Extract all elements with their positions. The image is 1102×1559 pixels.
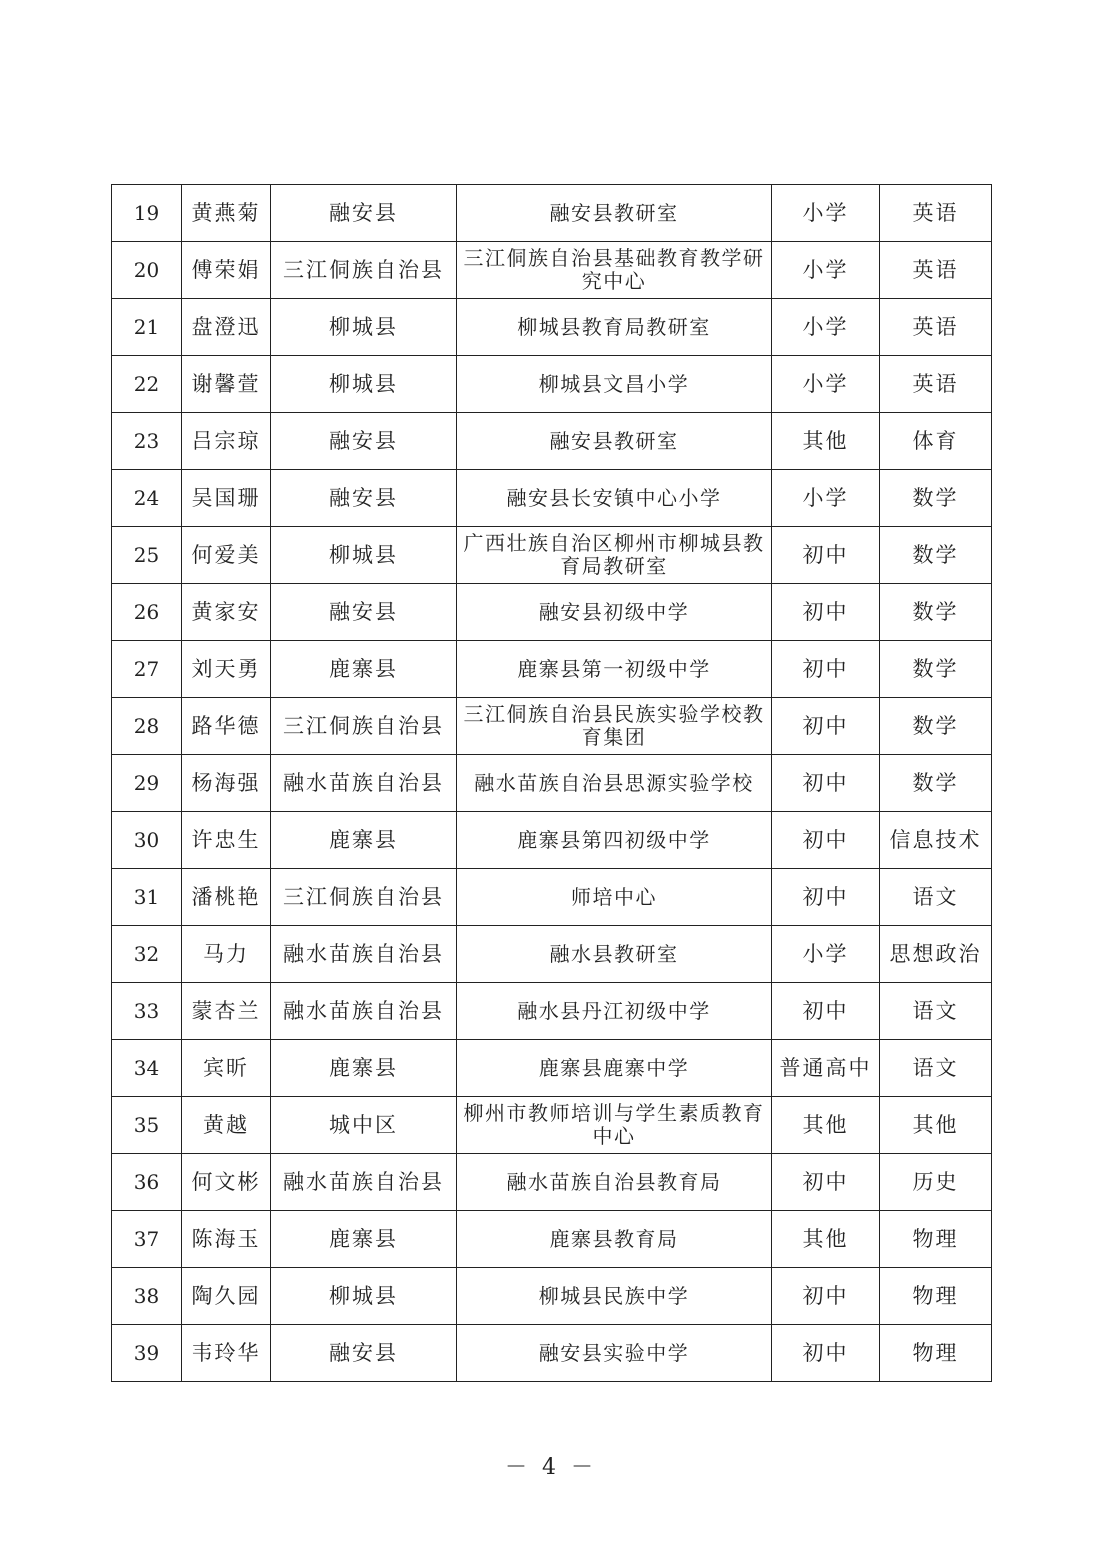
work-unit-cell: 融水县教研室	[457, 926, 772, 983]
person-name-cell: 陶久园	[182, 1268, 271, 1325]
school-level-cell: 小学	[772, 185, 880, 242]
row-number-cell: 25	[112, 527, 182, 584]
subject-cell: 语文	[880, 1040, 992, 1097]
person-name-cell: 韦玲华	[182, 1325, 271, 1382]
county-cell: 三江侗族自治县	[271, 698, 457, 755]
table-row	[112, 698, 992, 755]
county-cell: 融安县	[271, 470, 457, 527]
work-unit-cell: 融水苗族自治县思源实验学校	[457, 755, 772, 812]
county-cell: 鹿寨县	[271, 812, 457, 869]
school-level-cell: 初中	[772, 527, 880, 584]
table-row	[112, 926, 992, 983]
person-name-cell: 黄越	[182, 1097, 271, 1154]
subject-cell: 英语	[880, 356, 992, 413]
school-level-cell: 初中	[772, 983, 880, 1040]
table-row	[112, 185, 992, 242]
subject-cell: 物理	[880, 1211, 992, 1268]
school-level-cell: 小学	[772, 242, 880, 299]
work-unit-cell: 融水苗族自治县教育局	[457, 1154, 772, 1211]
person-name-cell: 潘桃艳	[182, 869, 271, 926]
subject-cell: 其他	[880, 1097, 992, 1154]
work-unit-cell: 鹿寨县教育局	[457, 1211, 772, 1268]
subject-cell: 物理	[880, 1268, 992, 1325]
page-number: － 4 －	[505, 1455, 597, 1480]
row-number-cell: 22	[112, 356, 182, 413]
county-cell: 融安县	[271, 584, 457, 641]
row-number-cell: 33	[112, 983, 182, 1040]
table-row	[112, 1154, 992, 1211]
person-name-cell: 马力	[182, 926, 271, 983]
subject-cell: 数学	[880, 527, 992, 584]
row-number-cell: 21	[112, 299, 182, 356]
table-row	[112, 584, 992, 641]
row-number-cell: 26	[112, 584, 182, 641]
school-level-cell: 初中	[772, 698, 880, 755]
school-level-cell: 初中	[772, 1154, 880, 1211]
row-number-cell: 38	[112, 1268, 182, 1325]
row-number-cell: 20	[112, 242, 182, 299]
work-unit-cell: 融安县教研室	[457, 413, 772, 470]
table-row	[112, 1325, 992, 1382]
county-cell: 三江侗族自治县	[271, 242, 457, 299]
subject-cell: 思想政治	[880, 926, 992, 983]
subject-cell: 历史	[880, 1154, 992, 1211]
person-name-cell: 何文彬	[182, 1154, 271, 1211]
row-number-cell: 28	[112, 698, 182, 755]
table-row	[112, 755, 992, 812]
county-cell: 柳城县	[271, 1268, 457, 1325]
personnel-table	[111, 184, 992, 1382]
table-row	[112, 1268, 992, 1325]
work-unit-cell: 融安县初级中学	[457, 584, 772, 641]
person-name-cell: 宾昕	[182, 1040, 271, 1097]
county-cell: 融水苗族自治县	[271, 926, 457, 983]
subject-cell: 数学	[880, 470, 992, 527]
work-unit-cell: 鹿寨县第一初级中学	[457, 641, 772, 698]
table-row	[112, 983, 992, 1040]
subject-cell: 信息技术	[880, 812, 992, 869]
school-level-cell: 小学	[772, 299, 880, 356]
table-row	[112, 299, 992, 356]
row-number-cell: 39	[112, 1325, 182, 1382]
county-cell: 鹿寨县	[271, 1211, 457, 1268]
county-cell: 融安县	[271, 1325, 457, 1382]
person-name-cell: 许忠生	[182, 812, 271, 869]
work-unit-cell: 三江侗族自治县基础教育教学研究中心	[457, 242, 772, 299]
table-body	[112, 185, 992, 1382]
subject-cell: 英语	[880, 242, 992, 299]
table-row	[112, 1211, 992, 1268]
school-level-cell: 初中	[772, 1325, 880, 1382]
subject-cell: 语文	[880, 869, 992, 926]
person-name-cell: 蒙杏兰	[182, 983, 271, 1040]
work-unit-cell: 柳城县教育局教研室	[457, 299, 772, 356]
school-level-cell: 小学	[772, 926, 880, 983]
work-unit-cell: 鹿寨县第四初级中学	[457, 812, 772, 869]
person-name-cell: 吴国珊	[182, 470, 271, 527]
row-number-cell: 24	[112, 470, 182, 527]
school-level-cell: 普通高中	[772, 1040, 880, 1097]
person-name-cell: 路华德	[182, 698, 271, 755]
county-cell: 融水苗族自治县	[271, 755, 457, 812]
county-cell: 鹿寨县	[271, 1040, 457, 1097]
table-row	[112, 527, 992, 584]
subject-cell: 语文	[880, 983, 992, 1040]
school-level-cell: 初中	[772, 812, 880, 869]
row-number-cell: 27	[112, 641, 182, 698]
person-name-cell: 陈海玉	[182, 1211, 271, 1268]
work-unit-cell: 柳城县民族中学	[457, 1268, 772, 1325]
school-level-cell: 初中	[772, 1268, 880, 1325]
person-name-cell: 黄家安	[182, 584, 271, 641]
row-number-cell: 37	[112, 1211, 182, 1268]
work-unit-cell: 柳州市教师培训与学生素质教育中心	[457, 1097, 772, 1154]
subject-cell: 数学	[880, 584, 992, 641]
table-row	[112, 1097, 992, 1154]
subject-cell: 数学	[880, 641, 992, 698]
subject-cell: 英语	[880, 185, 992, 242]
person-name-cell: 刘天勇	[182, 641, 271, 698]
school-level-cell: 小学	[772, 470, 880, 527]
county-cell: 三江侗族自治县	[271, 869, 457, 926]
person-name-cell: 黄燕菊	[182, 185, 271, 242]
county-cell: 柳城县	[271, 527, 457, 584]
school-level-cell: 初中	[772, 755, 880, 812]
table-row	[112, 356, 992, 413]
row-number-cell: 30	[112, 812, 182, 869]
county-cell: 融安县	[271, 413, 457, 470]
school-level-cell: 初中	[772, 584, 880, 641]
subject-cell: 物理	[880, 1325, 992, 1382]
row-number-cell: 34	[112, 1040, 182, 1097]
county-cell: 融安县	[271, 185, 457, 242]
table-row	[112, 470, 992, 527]
row-number-cell: 19	[112, 185, 182, 242]
school-level-cell: 其他	[772, 413, 880, 470]
subject-cell: 数学	[880, 755, 992, 812]
county-cell: 城中区	[271, 1097, 457, 1154]
county-cell: 柳城县	[271, 299, 457, 356]
subject-cell: 数学	[880, 698, 992, 755]
work-unit-cell: 融安县长安镇中心小学	[457, 470, 772, 527]
work-unit-cell: 师培中心	[457, 869, 772, 926]
row-number-cell: 35	[112, 1097, 182, 1154]
subject-cell: 体育	[880, 413, 992, 470]
table-row	[112, 869, 992, 926]
person-name-cell: 傅荣娟	[182, 242, 271, 299]
county-cell: 柳城县	[271, 356, 457, 413]
subject-cell: 英语	[880, 299, 992, 356]
row-number-cell: 31	[112, 869, 182, 926]
school-level-cell: 其他	[772, 1211, 880, 1268]
work-unit-cell: 三江侗族自治县民族实验学校教育集团	[457, 698, 772, 755]
work-unit-cell: 柳城县文昌小学	[457, 356, 772, 413]
table-row	[112, 242, 992, 299]
school-level-cell: 其他	[772, 1097, 880, 1154]
table-row	[112, 1040, 992, 1097]
work-unit-cell: 融安县教研室	[457, 185, 772, 242]
work-unit-cell: 鹿寨县鹿寨中学	[457, 1040, 772, 1097]
county-cell: 融水苗族自治县	[271, 1154, 457, 1211]
person-name-cell: 何爱美	[182, 527, 271, 584]
person-name-cell: 吕宗琼	[182, 413, 271, 470]
work-unit-cell: 广西壮族自治区柳州市柳城县教育局教研室	[457, 527, 772, 584]
school-level-cell: 初中	[772, 641, 880, 698]
work-unit-cell: 融安县实验中学	[457, 1325, 772, 1382]
person-name-cell: 盘澄迅	[182, 299, 271, 356]
table-row	[112, 812, 992, 869]
county-cell: 融水苗族自治县	[271, 983, 457, 1040]
county-cell: 鹿寨县	[271, 641, 457, 698]
table-row	[112, 641, 992, 698]
person-name-cell: 谢馨萱	[182, 356, 271, 413]
row-number-cell: 23	[112, 413, 182, 470]
row-number-cell: 36	[112, 1154, 182, 1211]
school-level-cell: 小学	[772, 356, 880, 413]
row-number-cell: 32	[112, 926, 182, 983]
school-level-cell: 初中	[772, 869, 880, 926]
person-name-cell: 杨海强	[182, 755, 271, 812]
table-row	[112, 413, 992, 470]
row-number-cell: 29	[112, 755, 182, 812]
work-unit-cell: 融水县丹江初级中学	[457, 983, 772, 1040]
